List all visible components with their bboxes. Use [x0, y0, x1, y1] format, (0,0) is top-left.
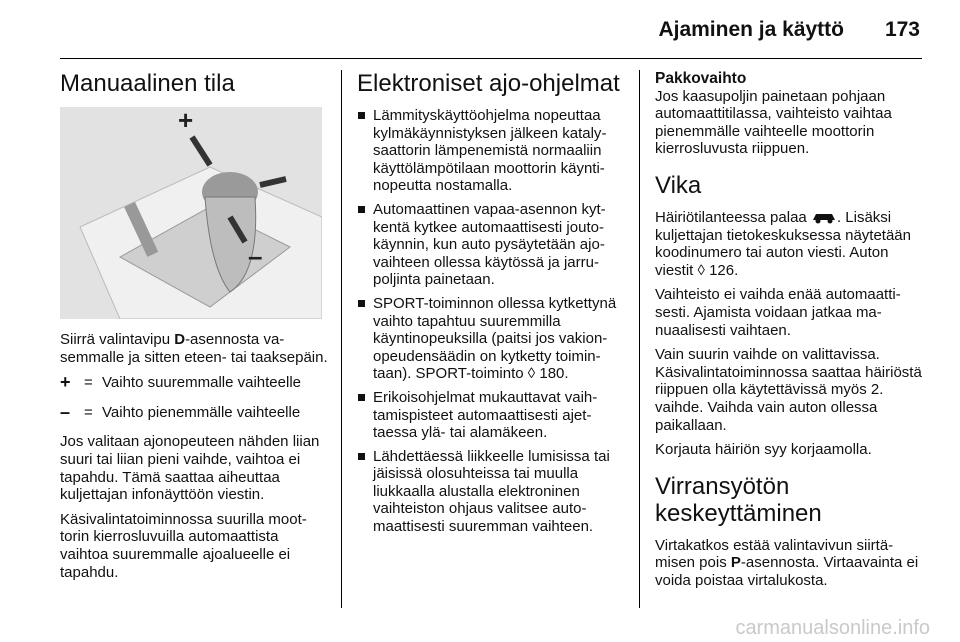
watermark: carmanualsonline.info — [735, 617, 930, 639]
column-fault — [655, 70, 925, 596]
paragraph: Käsivalintatoiminnossa suurilla moottorin kierrosluvuilla automaattista vaihtoa suuremmalle ajoalueelle ei tapahdu. — [60, 510, 307, 581]
column-divider — [639, 70, 640, 608]
section-heading-fault: Vika — [655, 171, 702, 199]
page-number: 173 — [884, 18, 920, 41]
list-item: Lämmityskäyttöohjelma nopeuttaa kylmäkäynnistyksen jälkeen katalysaattorin lämpenemistä normaaliin käyttölämpötilaan moottorin käyntinopeutta nostamalla. — [357, 107, 625, 195]
paragraph: Vain suurin vaihde on valittavissa. Käsivalintatoiminnossa saattaa häiriöstä riippuen olla käytettävissä myös 2. vaihde. Vaihda vain auton ollessa paikallaan. — [655, 346, 922, 434]
legend-text: Vaihto pienemmälle vaihteelle — [102, 403, 301, 421]
paragraph: Häiriötilanteessa palaa . Lisäksi kuljettajan tietokeskuksessa näytetään koodinumero tai auton viesti. Auton viestit ◊ 126. — [655, 208, 911, 279]
gear-selector-illustration — [60, 107, 322, 319]
header-rule — [60, 58, 922, 59]
paragraph: Virtakatkos estää valintavivun siirtämisen pois P-asennosta. Virtaavainta ei voida poistaa virtalukosta. — [655, 536, 919, 589]
column-manual-mode — [60, 70, 328, 588]
legend-row-shift-up: + = Vaihto suuremmalle vaihteelle — [60, 372, 301, 393]
legend-row-shift-down: – = Vaihto pienemmälle vaihteelle — [60, 401, 301, 422]
paragraph: Korjauta häiriön syy korjaamolla. — [655, 441, 872, 459]
plus-icon: + — [60, 372, 71, 393]
car-warning-icon — [811, 210, 837, 224]
list-item: SPORT-toiminnon ollessa kytkettynä vaihto tapahtuu suuremmilla käyntinopeuksilla (paitsi jos vakionopeudensäädin on kytketty toimintaan). SPORT-toiminto ◊ 180. — [357, 295, 625, 383]
column-electronic-programs — [357, 70, 625, 542]
list-item: Erikoisohjelmat mukauttavat vaihtamispisteet automaattisesti ajettaessa ylä- tai alamäkeen. — [357, 389, 625, 442]
section-heading-electronic-programs: Elektroniset ajo-ohjelmat — [357, 70, 620, 97]
minus-icon: – — [60, 401, 71, 422]
paragraph: Vaihteisto ei vaihda enää automaattisesti. Ajamista voidaan jatkaa manuaalisesti vaihtaen. — [655, 286, 901, 339]
subheading-kickdown: Pakkovaihto — [655, 70, 747, 87]
page-header — [0, 0, 960, 58]
svg-text:–: – — [248, 241, 263, 271]
legend-text: Vaihto suuremmalle vaihteelle — [102, 374, 301, 392]
section-heading-power-interruption: Virransyötön keskeyttäminen — [655, 472, 822, 527]
gear-lever-drawing — [60, 107, 322, 319]
header-title: Ajaminen ja käyttö — [658, 18, 844, 41]
list-item: Lähdettäessä liikkeelle lumisissa tai jäisissä olosuhteissa tai muulla liukkaalla alustalla elektroninen vaihteiston ohjaus valitsee automaattisesti suuremman vaihteen. — [357, 448, 625, 536]
paragraph: Jos kaasupoljin painetaan pohjaan automaattitilassa, vaihteisto vaihtaa pienemmälle vaihteelle moottorin kierrosluvusta riippuen. — [655, 87, 892, 158]
svg-text:+: + — [178, 107, 194, 135]
list-item: Automaattinen vapaa-asennon kytkentä kytkee automaattisesti joutokäynnin, kun auto pysäytetään ajovaihteen ollessa käytössä ja jarrupoljinta painetaan. — [357, 201, 625, 289]
paragraph: Jos valitaan ajonopeuteen nähden liian suuri tai liian pieni vaihde, vaihtoa ei tapahdu. Tämä saattaa aiheuttaa kuljettajan infonäyttöön viestin. — [60, 433, 320, 504]
section-heading-manual-mode: Manuaalinen tila — [60, 70, 235, 97]
program-list — [357, 107, 625, 536]
column-divider — [341, 70, 342, 608]
intro-text: Siirrä valintavipu D-asennosta vasemmalle ja sitten eteen- tai taaksepäin. — [60, 331, 328, 366]
